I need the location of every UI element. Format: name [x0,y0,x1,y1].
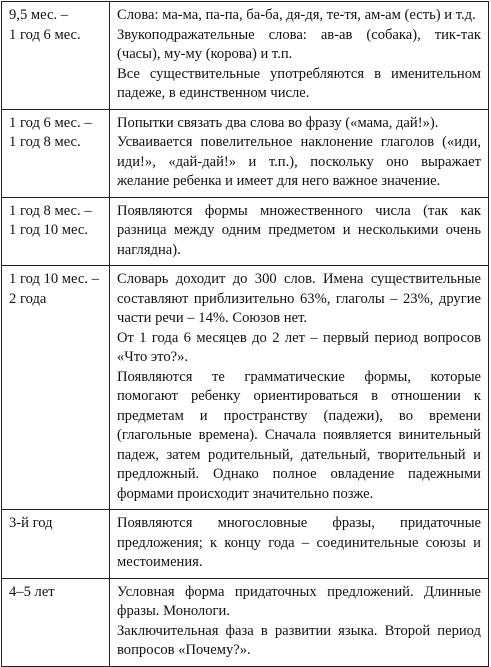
age-cell [2,510,110,579]
table-row [2,2,489,110]
age-cell [2,578,110,666]
description-paragraph: Появляются многословные фразы, придаточные предложения; к концу года – соединительные союзы и местоимения. [117,515,481,570]
description-cell [110,266,489,510]
age-cell [2,266,110,510]
description-cell [110,109,489,197]
table-row [2,109,489,197]
age-line: 1 год 6 мес. – [9,114,92,131]
age-line: 1 год 10 мес. [9,222,88,238]
age-cell [2,197,110,266]
description-paragraph: Появляются те грамматические формы, которые помогают ребенку ориентироваться в отношении к предметам и пространству (падежи), во времени (глагольные времена). Сначала появляется винительный падеж, затем родительный, дательный, творительный и предложный. Однако полное овладение падежными формами происходит значительно позже. [117,368,481,502]
age-cell [2,2,110,110]
table-row [2,510,489,579]
description-paragraph: Все существительные употребляются в именительном падеже, в единственном числе. [117,65,481,101]
description-cell [110,197,489,266]
age-cell [2,109,110,197]
table-row [2,266,489,510]
age-line: 1 год 8 мес. [9,134,81,150]
description-paragraph: Заключительная фаза в развитии языка. Второй период вопросов «Почему?». [117,622,481,658]
description-paragraph: Появляются формы множественного числа (так как разница между одним предметом и несколькими очень наглядна). [117,202,481,258]
description-cell [110,2,489,110]
age-line: 1 год 10 мес. – [9,271,99,287]
age-line: 1 год 8 мес. – [9,202,92,219]
description-cell [110,578,489,666]
description-paragraph: От 1 года 6 месяцев до 2 лет – первый период вопросов «Что это?». [117,329,481,365]
age-line: 4–5 лет [9,583,55,600]
age-line: 1 год 6 мес. [9,26,81,43]
table-row [2,197,489,266]
description-paragraph: Условная форма придаточных предложений. Длинные фразы. Монологи. [117,583,481,619]
description-cell [110,510,489,579]
description-paragraph: Звукоподражательные слова: ав-ав (собака), тик-так (часы), му-му (корова) и т.п. [117,26,481,62]
speech-development-table [1,1,489,667]
description-paragraph: Слова: ма-ма, па-па, ба-ба, дя-дя, те-тя, ам-ам (есть) и т.д. [117,7,476,23]
age-line: 3-й год [9,515,53,531]
description-paragraph: Словарь доходит до 300 слов. Имена существительные составляют приблизительно 63%, глаголы – 23%, другие части речи – 14%. Союзов нет. [117,271,481,326]
age-line: 2 года [9,290,47,307]
table-body [2,2,489,667]
table-row [2,578,489,666]
description-paragraph: Усваивается повелительное наклонение глаголов («иди, иди!», «дай-дай!» и т.п.), поскольку оно выражает желание ребенка и имеет для него важное значение. [117,134,481,189]
age-line: 9,5 мес. – [9,7,69,23]
description-paragraph: Попытки связать два слова во фразу («мама, дай!»). [117,114,439,131]
